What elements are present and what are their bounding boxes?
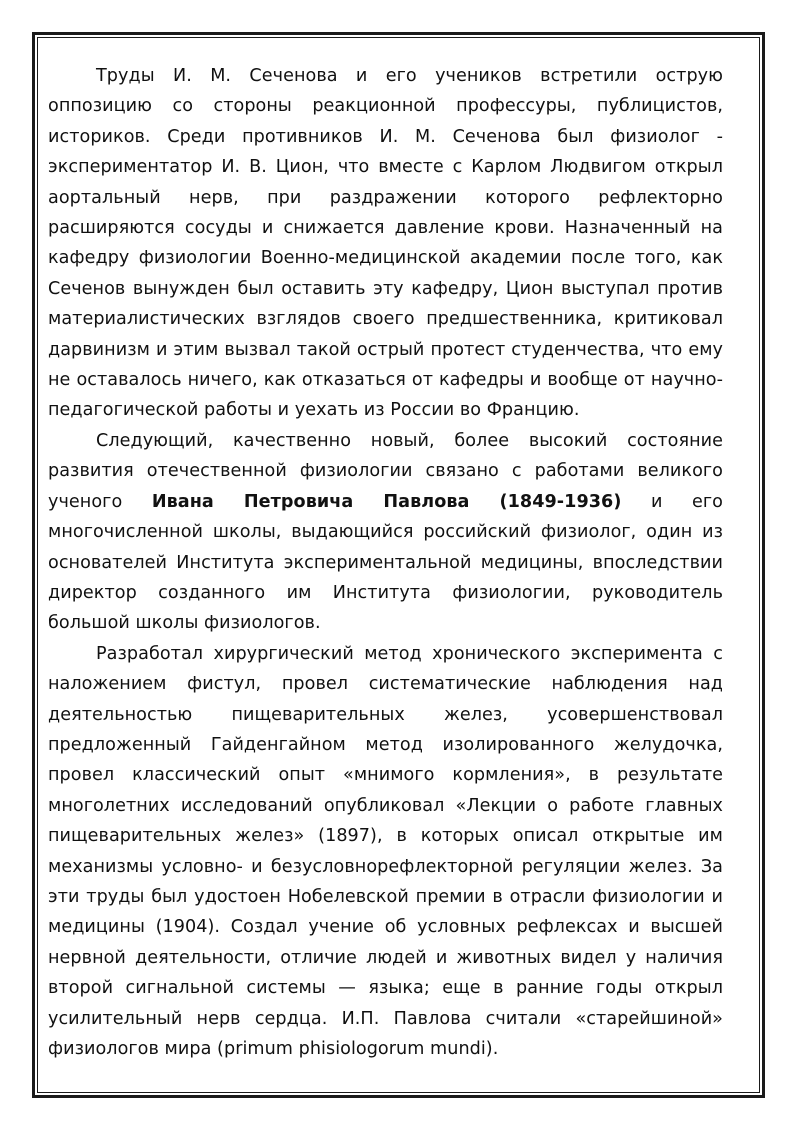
paragraph-pavlov-intro-after: и его многочисленной школы, выдающийся российский физиолог, один из основателей Института экспериментальной медицины, впоследствии директор созданного им Института физиологии, руководитель большой школы физиологов. xyxy=(48,491,723,634)
paragraph-pavlov-intro xyxy=(48,426,723,639)
pavlov-name-bold: Ивана Петровича Павлова (1849-1936) xyxy=(151,491,622,512)
paragraph-pavlov-achievements: Разработал хирургический метод хронического эксперимента с наложением фистул, провел систематические наблюдения над деятельностью пищеварительных желез, усовершенствовал предложенный Гайденгайном метод изолированного желудочка, провел классический опыт «мнимого кормления», в результате многолетних исследований опубликовал «Лекции о работе главных пищеварительных желез» (1897), в которых описал открытые им механизмы условно- и безусловнорефлекторной регуляции желез. За эти труды был удостоен Нобелевской премии в отрасли физиологии и медицины (1904). Создал учение об условных рефлексах и высшей нервной деятельности, отличие людей и животных видел у наличия второй сигнальной системы — языка; еще в ранние годы открыл усилительный нерв сердца. И.П. Павлова считали «старейшиной» физиологов мира (primum phisiologorum mundi). xyxy=(48,643,723,1059)
paragraph-pavlov-intro-before: Следующий, качественно новый, более высокий состояние развития отечественной физиологии связано с работами великого ученого xyxy=(48,430,723,512)
paragraph-sechenov-opposition: Труды И. М. Сеченова и его учеников встретили острую оппозицию со стороны реакционной профессуры, публицистов, историков. Среди противников И. М. Сеченова был физиолог - экспериментатор И. В. Цион, что вместе с Карлом Людвигом открыл аортальный нерв, при раздражении которого рефлекторно расширяются сосуды и снижается давление крови. Назначенный на кафедру физиологии Военно-медицинской академии после того, как Сеченов вынужден был оставить эту кафедру, Цион выступал против материалистических взглядов своего предшественника, критиковал дарвинизм и этим вызвал такой острый протест студенчества, что ему не оставалось ничего, как отказаться от кафедры и вообще от научно-педагогической работы и уехать из России во Францию. xyxy=(48,66,723,421)
document-body xyxy=(48,61,723,1064)
